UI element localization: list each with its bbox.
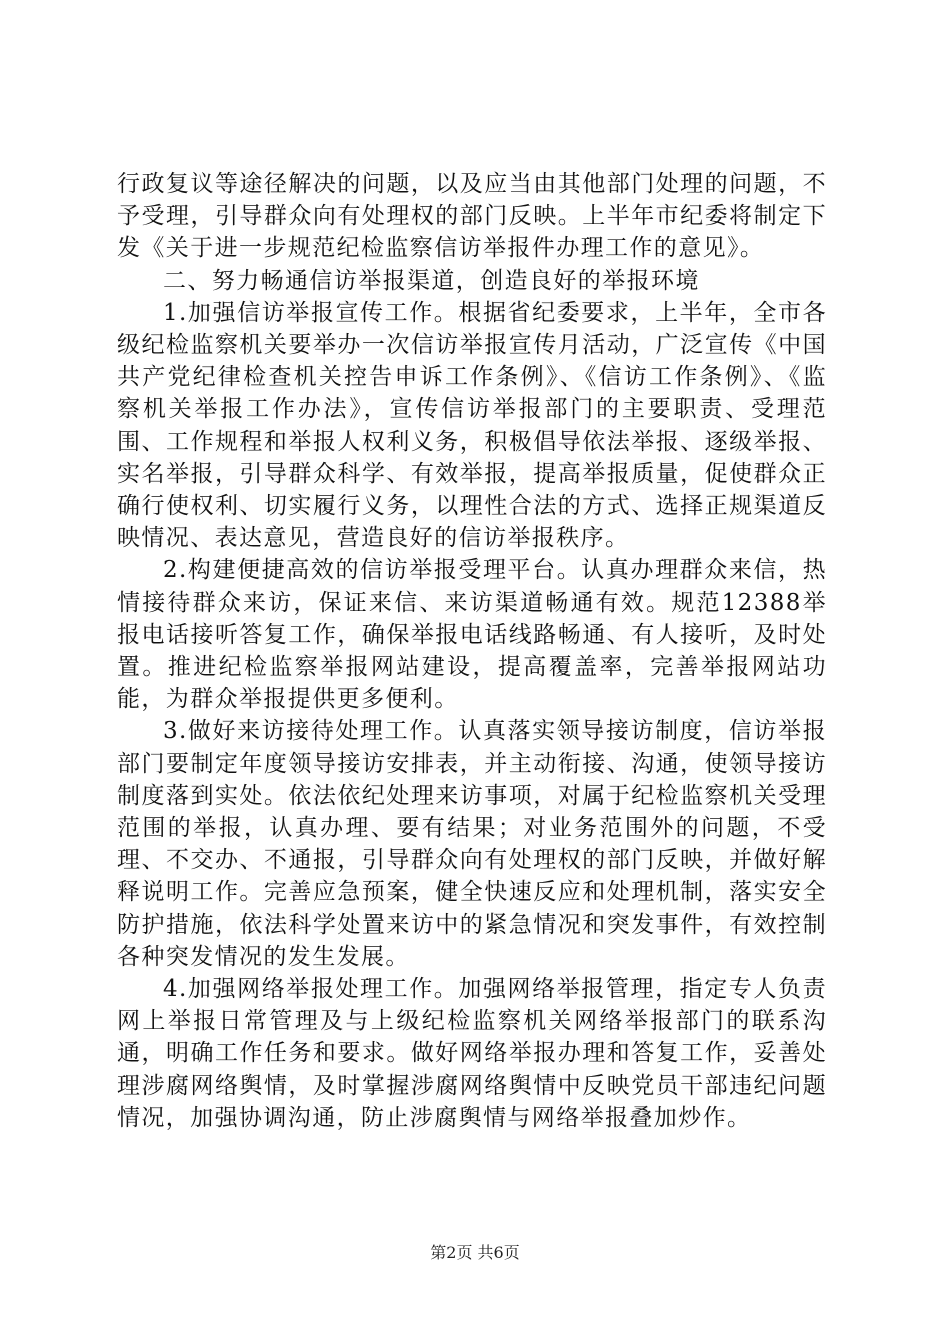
page-number: 第2页 共6页: [430, 1243, 520, 1262]
paragraph-continuation: 行政复议等途径解决的问题，以及应当由其他部门处理的问题，不予受理，引导群众向有处理权的部门反映。上半年市纪委将制定下发《关于进一步规范纪检监察信访举报件办理工作的意见》。: [117, 171, 827, 262]
paragraph-item-3: 3.做好来访接待处理工作。认真落实领导接访制度，信访举报部门要制定年度领导接访安排表，并主动衔接、沟通，使领导接访制度落到实处。依法依纪处理来访事项，对属于纪检监察机关受理范围的举报，认真办理、要有结果；对业务范围外的问题，不受理、不交办、不通报，引导群众向有处理权的部门反映，并做好解释说明工作。完善应急预案，健全快速反应和处理机制，落实安全防护措施，依法科学处置来访中的紧急情况和突发事件，有效控制各种突发情况的发生发展。: [117, 718, 827, 970]
paragraph-item-1: 1.加强信访举报宣传工作。根据省纪委要求，上半年，全市各级纪检监察机关要举办一次信访举报宣传月活动，广泛宣传《中国共产党纪律检查机关控告申诉工作条例》、《信访工作条例》、《监察机关举报工作办法》，宣传信访举报部门的主要职责、受理范围、工作规程和举报人权利义务，积极倡导依法举报、逐级举报、实名举报，引导群众科学、有效举报，提高举报质量，促使群众正确行使权利、切实履行义务，以理性合法的方式、选择正规渠道反映情况、表达意见，营造良好的信访举报秩序。: [117, 299, 827, 552]
paragraph-item-4: 4.加强网络举报处理工作。加强网络举报管理，指定专人负责网上举报日常管理及与上级纪检监察机关网络举报部门的联系沟通，明确工作任务和要求。做好网络举报办理和答复工作，妥善处理涉腐网络舆情，及时掌握涉腐网络舆情中反映党员干部违纪问题情况，加强协调沟通，防止涉腐舆情与网络举报叠加炒作。: [117, 976, 827, 1131]
page-footer: [0, 1243, 950, 1263]
section-heading: 二、努力畅通信访举报渠道，创造良好的举报环境: [163, 267, 700, 294]
paragraph-item-2: 2.构建便捷高效的信访举报受理平台。认真办理群众来信，热情接待群众来访，保证来信、来访渠道畅通有效。规范12388举报电话接听答复工作，确保举报电话线路畅通、有人接听，及时处置。推进纪检监察举报网站建设，提高覆盖率，完善举报网站功能，为群众举报提供更多便利。: [117, 557, 827, 713]
document-body: [117, 168, 827, 1134]
